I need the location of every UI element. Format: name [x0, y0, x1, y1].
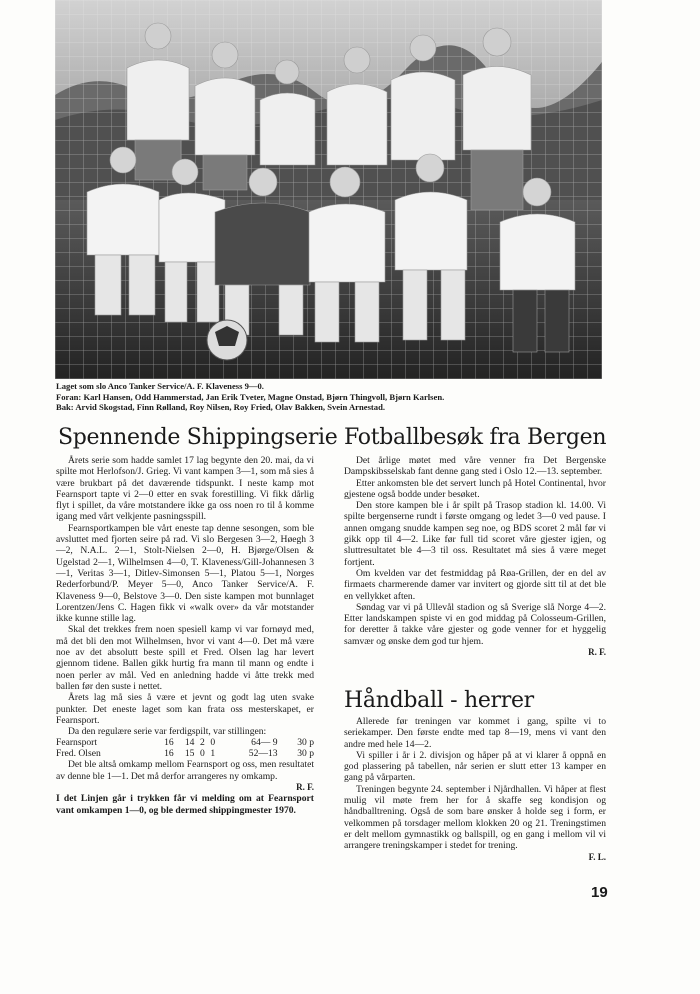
caption-line: Bak: Arvid Skogstad, Finn Rølland, Roy Nilsen, Roy Fried, Olav Bakken, Svein Arnestad.	[56, 402, 386, 413]
signature: R. F.	[588, 647, 606, 658]
stat-cell: 16	[164, 737, 174, 749]
team-cell: Fred. Olsen	[56, 748, 101, 760]
paragraph: Skal det trekkes frem noen spesiell kamp vi var fornøyd med, må det bli den mot Wilhelmsen, hvor vi vant 4—0. Det må være noe av det absolutt beste spill et Fred. Olsen lag har levert gjennom tidene. Ballen gikk hurtig fra mann til mann og endte i noen perler av mål. Ved en anledning hadde vi åtte trekk med ballen før den suste i nettet.	[56, 624, 314, 692]
paragraph: Etter ankomsten ble det servert lunch på Hotel Continental, hvor gjestene også bodde under besøket.	[344, 477, 606, 500]
paragraph: Treningen begynte 24. september i Njårdhallen. Vi håper at flest mulig vil møte frem her for å skaffe seg kondisjon og håndballtrening. Også de som bare ønsker å holde seg i form, er velkommen på torsdager mellom klokken 20 og 21. Treningstimen er delt mellom gymnastikk og ballspill, og en gang i mellom vil vi arrangere treningskamper i stedet for trening.	[344, 783, 606, 852]
article-body-left	[56, 455, 314, 816]
stop-press-note: I det Linjen går i trykken får vi melding om at Fearnsport vant omkampen 1—0, og ble dermed shippingmester 1970.	[56, 793, 314, 816]
points-cell: 30 p	[297, 748, 314, 760]
photo-caption	[56, 381, 616, 413]
paragraph: Allerede før treningen var kommet i gang, spilte vi to seriekamper. Den første endte med tap 8—19, mens vi vant den andre med hele 14—2.	[344, 716, 606, 750]
points-cell: 30 p	[297, 737, 314, 749]
paragraph: Årets serie som hadde samlet 17 lag begynte den 20. mai, da vi spilte mot Herlofson/J. Grieg. Vi vant kampen 3—1, som må sies å være brukbart på det daværende tidspunkt. I neste kamp mot Fearnsport tapte vi 2—0 etter en svak forestilling. Vi fikk dårlig flyt i spillet, da våre motstandere ikke ga oss noen ro til å komme igang med vårt velkjente pasningsspill.	[56, 455, 314, 523]
article-title: Spennende Shippingserie	[58, 425, 338, 450]
paragraph: Det ble altså omkamp mellom Fearnsport og oss, men resultatet av denne ble 1—1. Det må derfor arrangeres ny omkamp.	[56, 759, 314, 782]
article-body-right-top	[344, 455, 606, 658]
signature: F. L.	[588, 851, 606, 862]
paragraph: Da den regulære serie var ferdigspilt, var stillingen:	[68, 726, 267, 738]
standings-table	[56, 737, 314, 759]
signature: R. F.	[296, 782, 314, 793]
paragraph: Årets lag må sies å være et jevnt og godt lag uten svake punkter. Det eneste laget som kan frata oss mesterskapet, er Fearnsport.	[56, 692, 314, 726]
goals-cell: 64— 9	[251, 737, 278, 749]
paragraph: Det årlige møtet med våre venner fra Det Bergenske Dampskibsselskab fant denne gang sted i Oslo 12.—13. september.	[344, 455, 606, 478]
stat-cell: 1	[210, 748, 216, 760]
table-row	[56, 737, 314, 748]
paragraph: Vi spiller i år i 2. divisjon og håper på at vi klarer å oppnå en god plassering på tabellen, når serien er slutt etter 13 kamper en gang på vårparten.	[344, 749, 606, 784]
caption-line: Foran: Karl Hansen, Odd Hammerstad, Jan Erik Tveter, Magne Onstad, Bjørn Thingvoll, Bjørn Karlsen.	[56, 391, 445, 402]
paragraph: Fearnsportkampen ble vårt eneste tap denne sesongen, som ble avsluttet med fjorten seire på rad. Vi slo Bergesen 3—2, Høegh 3—2, N.A.L. 2—1, Stolt-Nielsen 2—0, H. Bjørge/Olsen & Ugelstad 2—1, Wilhelmsen 4—0, T. Klaveness/Gill-Johannesen 3—1, Veritas 3—1, Ditlev-Simonsen 5—1, Platou 5—1, Norges Rederforbund/P. Meyer 5—0, Anco Tanker Service/A. F. Klaveness 9—0, Belstove 3—0. Den siste kampen mot bunnlaget Lorentzen/Jens C. Hagen fikk vi «walk over» da vår motstander ikke kunne stille lag.	[56, 522, 314, 625]
stat-cell: 16	[164, 748, 174, 760]
stat-cell: 14	[184, 737, 195, 749]
stat-cell: 2	[200, 737, 205, 749]
team-cell: Fearnsport	[56, 737, 98, 749]
paragraph: Den store kampen ble i år spilt på Trasop stadion kl. 14.00. Vi spilte bergenserne rundt i første omgang og ledet 3—0 ved pause. I annen omgang snudde kampen seg noe, og BDS scoret 2 mål før vi gikk opp til 4—2. Like før full tid scoret våre gjester igjen, og sluttresultatet ble 4—3 til oss. Resultatet må sies å være meget fortjent.	[344, 500, 606, 568]
table-row	[56, 748, 314, 759]
team-photo-drawing	[55, 0, 602, 379]
paragraph: Søndag var vi på Ullevål stadion og så Sverige slå Norge 4—2. Etter landskampen spiste vi en god middag på Colosseum-Grillen, for deretter å takke våre gjester og gode venner for et hyggelig samvær og ønske dem god tur hjem.	[344, 601, 606, 647]
article-body-right-bottom	[344, 716, 606, 863]
stat-cell: 0	[200, 748, 205, 760]
stat-cell: 0	[210, 737, 216, 749]
goals-cell: 52—13	[248, 748, 278, 760]
team-photo	[55, 0, 602, 379]
caption-line: Laget som slo Anco Tanker Service/A. F. Klaveness 9—0.	[56, 381, 264, 391]
article-title: Håndball - herrer	[344, 688, 534, 713]
article-title: Fotballbesøk fra Bergen	[344, 425, 607, 450]
stat-cell: 15	[184, 748, 195, 760]
page-number: 19	[591, 884, 608, 901]
paragraph: Om kvelden var det festmiddag på Røa-Grillen, der en del av firmaets charmerende damer var invitert og gjorde sitt til at det ble en vellykket aften.	[344, 567, 606, 602]
